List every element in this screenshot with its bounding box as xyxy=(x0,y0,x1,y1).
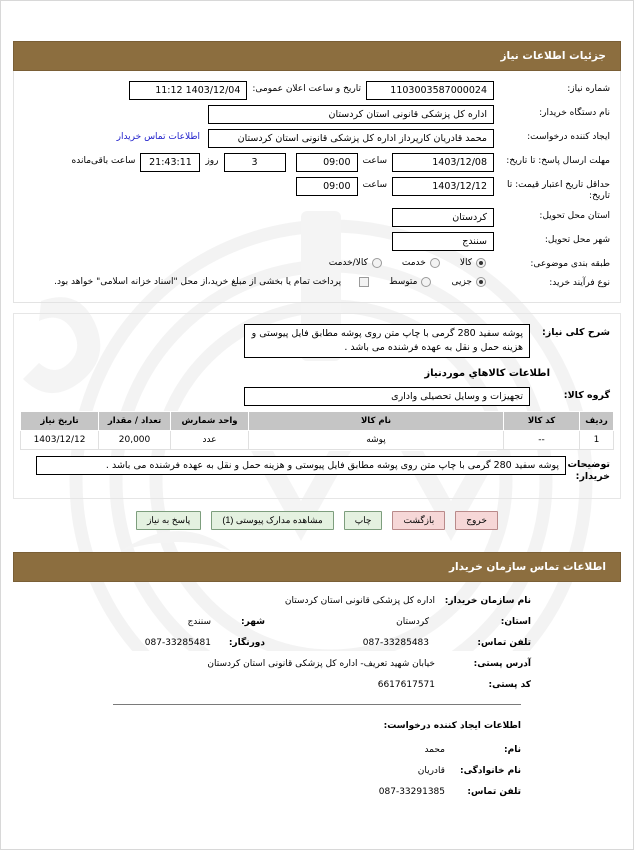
city-value: سنندج xyxy=(392,232,494,251)
row-creator-first-name xyxy=(13,745,521,755)
contact-city-label: شهر: xyxy=(241,616,265,627)
need-number-value: 1103003587000024 xyxy=(366,81,494,100)
buyer-org-value: اداره کل پزشکی قانونی استان کردستان xyxy=(208,105,494,124)
group-label: گروه کالا: xyxy=(563,390,610,401)
radio-category-kala-label: کالا xyxy=(459,257,472,268)
contact-fax-value: 087-33285481 xyxy=(144,637,211,648)
need-number-label: شماره نیاز: xyxy=(567,84,610,94)
deadline-label: مهلت ارسال پاسخ: تا تاریخ: xyxy=(506,156,610,166)
cell-row: 1 xyxy=(580,431,614,450)
row-contact-province xyxy=(13,617,531,627)
province-label: استان محل تحویل: xyxy=(539,210,610,221)
contact-province-value: کردستان xyxy=(396,616,429,627)
divider xyxy=(113,704,521,705)
creator-phone-label: تلفن تماس: xyxy=(467,786,521,797)
row-contact-address xyxy=(13,659,531,669)
summary-label: شرح کلی نیاز: xyxy=(541,327,610,338)
exit-button[interactable]: خروج xyxy=(455,511,498,530)
cell-unit: عدد xyxy=(171,431,249,450)
action-button-row xyxy=(13,511,621,530)
creator-phone-value: 087-33291385 xyxy=(378,786,445,797)
col-row: ردیف xyxy=(580,412,614,431)
row-creator xyxy=(20,129,614,148)
need-detail-panel xyxy=(13,313,621,499)
goods-table-header-row xyxy=(21,412,614,431)
col-unit: واحد شمارش xyxy=(171,412,249,431)
contact-address-value: خیابان شهید تعریف- اداره کل پزشکی قانونی استان کردستان xyxy=(207,658,435,669)
row-summary xyxy=(20,324,614,358)
province-value: کردستان xyxy=(392,208,494,227)
contact-city-value: سنندج xyxy=(187,616,211,627)
row-deadline xyxy=(20,153,614,172)
contact-postal-label: کد پستی: xyxy=(488,679,531,690)
row-buyer-note xyxy=(20,456,614,483)
radio-category-khedmat[interactable] xyxy=(430,258,440,268)
contact-fax-label: دورنگار: xyxy=(228,637,265,648)
row-province xyxy=(20,208,614,227)
back-button[interactable]: بازگشت xyxy=(392,511,445,530)
time-remaining-value: 21:43:11 xyxy=(140,153,200,172)
section-header-need-details xyxy=(13,41,621,71)
creator-info-block xyxy=(13,745,521,797)
row-contact-postal xyxy=(13,680,531,690)
validity-date: 1403/12/12 xyxy=(392,177,494,196)
buyer-contact-link[interactable]: اطلاعات تماس خریدار xyxy=(116,132,200,142)
validity-time: 09:00 xyxy=(296,177,358,196)
page-title: جزئیات اطلاعات نیاز xyxy=(500,50,606,62)
col-code: کد کالا xyxy=(504,412,580,431)
cell-name: پوشه xyxy=(249,431,504,450)
summary-value: پوشه سفید 280 گرمی با چاپ متن روی پوشه مطابق فایل پیوستی و هزینه حمل و نقل به عهده فرشنده می باشد . xyxy=(244,324,530,358)
row-category xyxy=(20,256,614,270)
row-contact-phone xyxy=(13,638,531,648)
days-unit-label: روز xyxy=(205,156,219,166)
view-attachments-button[interactable]: مشاهده مدارک پیوستی (1) xyxy=(211,511,333,530)
radio-process-jozei[interactable] xyxy=(476,277,486,287)
creator-first-name-label: نام: xyxy=(504,744,521,755)
buyer-note-value: پوشه سفید 280 گرمی با چاپ متن روی پوشه مطابق فایل پیوستی و هزینه حمل و نقل به عهده فرشنده می باشد . xyxy=(36,456,566,475)
table-row xyxy=(21,431,614,450)
contact-province-label: استان: xyxy=(500,616,531,627)
radio-process-motevaset-label: متوسط xyxy=(389,276,418,287)
deadline-date: 1403/12/08 xyxy=(392,153,494,172)
contact-phone-value: 087-33285483 xyxy=(362,637,429,648)
radio-category-khedmat-label: خدمت xyxy=(401,257,426,268)
contact-section-title: اطلاعات تماس سازمان خریدار xyxy=(449,560,606,573)
row-process-type xyxy=(20,275,614,289)
contact-phone-label: تلفن تماس: xyxy=(477,637,531,648)
group-value: تجهیزات و وسایل تحصیلی واداری xyxy=(244,387,530,406)
section-header-buyer-contact xyxy=(13,552,621,582)
validity-label: حداقل تاریخ اعتبار قیمت: تا تاریخ: xyxy=(507,180,610,202)
respond-to-need-button[interactable]: پاسخ به نیاز xyxy=(136,511,201,530)
radio-category-kala-khedmat-label: کالا/خدمت xyxy=(328,257,368,268)
process-label: نوع فرآیند خرید: xyxy=(549,277,610,288)
checkbox-treasury-docs[interactable] xyxy=(359,277,369,287)
buyer-contact-info xyxy=(13,582,621,797)
goods-section-title: اطلاعات کالاهاي موردنیاز xyxy=(424,368,550,379)
creator-last-name-value: قادریان xyxy=(417,765,445,776)
buyer-org-label: نام دستگاه خریدار: xyxy=(539,108,610,118)
need-info-panel xyxy=(13,71,621,303)
category-label: طبقه بندی موضوعی: xyxy=(530,258,610,269)
col-name: نام کالا xyxy=(249,412,504,431)
radio-process-jozei-label: جزیی xyxy=(451,276,472,287)
city-label: شهر محل تحویل: xyxy=(544,234,610,245)
row-city xyxy=(20,232,614,251)
cell-date: 1403/12/12 xyxy=(21,431,99,450)
row-buyer-org xyxy=(20,105,614,124)
deadline-time-label: ساعت xyxy=(362,156,387,166)
creator-label: ایجاد کننده درخواست: xyxy=(527,132,610,142)
treasury-docs-label: پرداخت تمام یا بخشی از مبلغ خرید،از محل "اسناد خزانه اسلامی" خواهد بود. xyxy=(54,276,342,287)
time-remaining-label: ساعت باقی‌مانده xyxy=(71,156,136,166)
announce-value: 1403/12/04 11:12 xyxy=(129,81,247,100)
days-remaining-value: 3 xyxy=(224,153,286,172)
creator-info-title: اطلاعات ایجاد کننده درخواست: xyxy=(383,720,521,731)
contact-postal-value: 6617617571 xyxy=(377,679,435,690)
row-goods-group xyxy=(20,387,614,406)
radio-process-motevaset[interactable] xyxy=(421,277,431,287)
print-button[interactable]: چاپ xyxy=(344,511,383,530)
goods-table xyxy=(20,411,614,450)
process-radio-group xyxy=(54,275,494,287)
row-need-number xyxy=(20,81,614,100)
radio-category-kala-khedmat[interactable] xyxy=(372,258,382,268)
creator-last-name-label: نام خانوادگی: xyxy=(459,765,521,776)
contact-org-label: نام سازمان خریدار: xyxy=(444,595,531,606)
contact-org-value: اداره کل پزشکی قانونی استان کردستان xyxy=(284,595,435,606)
creator-first-name-value: محمد xyxy=(424,744,445,755)
category-radio-group xyxy=(317,256,494,268)
cell-code: -- xyxy=(504,431,580,450)
deadline-time: 09:00 xyxy=(296,153,358,172)
row-contact-org xyxy=(13,596,531,606)
contact-address-label: آدرس پستی: xyxy=(473,658,531,669)
creator-value: محمد قادریان کارپرداز اداره کل پزشکی قانونی استان کردستان xyxy=(208,129,494,148)
cell-qty: 20,000 xyxy=(99,431,171,450)
row-creator-last-name xyxy=(13,766,521,776)
radio-category-kala[interactable] xyxy=(476,258,486,268)
col-date: تاریخ نیاز xyxy=(21,412,99,431)
row-creator-phone xyxy=(13,787,521,797)
announce-label: تاریخ و ساعت اعلان عمومی: xyxy=(252,84,361,94)
validity-time-label: ساعت xyxy=(362,180,387,190)
col-qty: تعداد / مقدار xyxy=(99,412,171,431)
row-validity xyxy=(20,177,614,203)
buyer-note-label: توضیحات خریدار: xyxy=(567,459,610,482)
